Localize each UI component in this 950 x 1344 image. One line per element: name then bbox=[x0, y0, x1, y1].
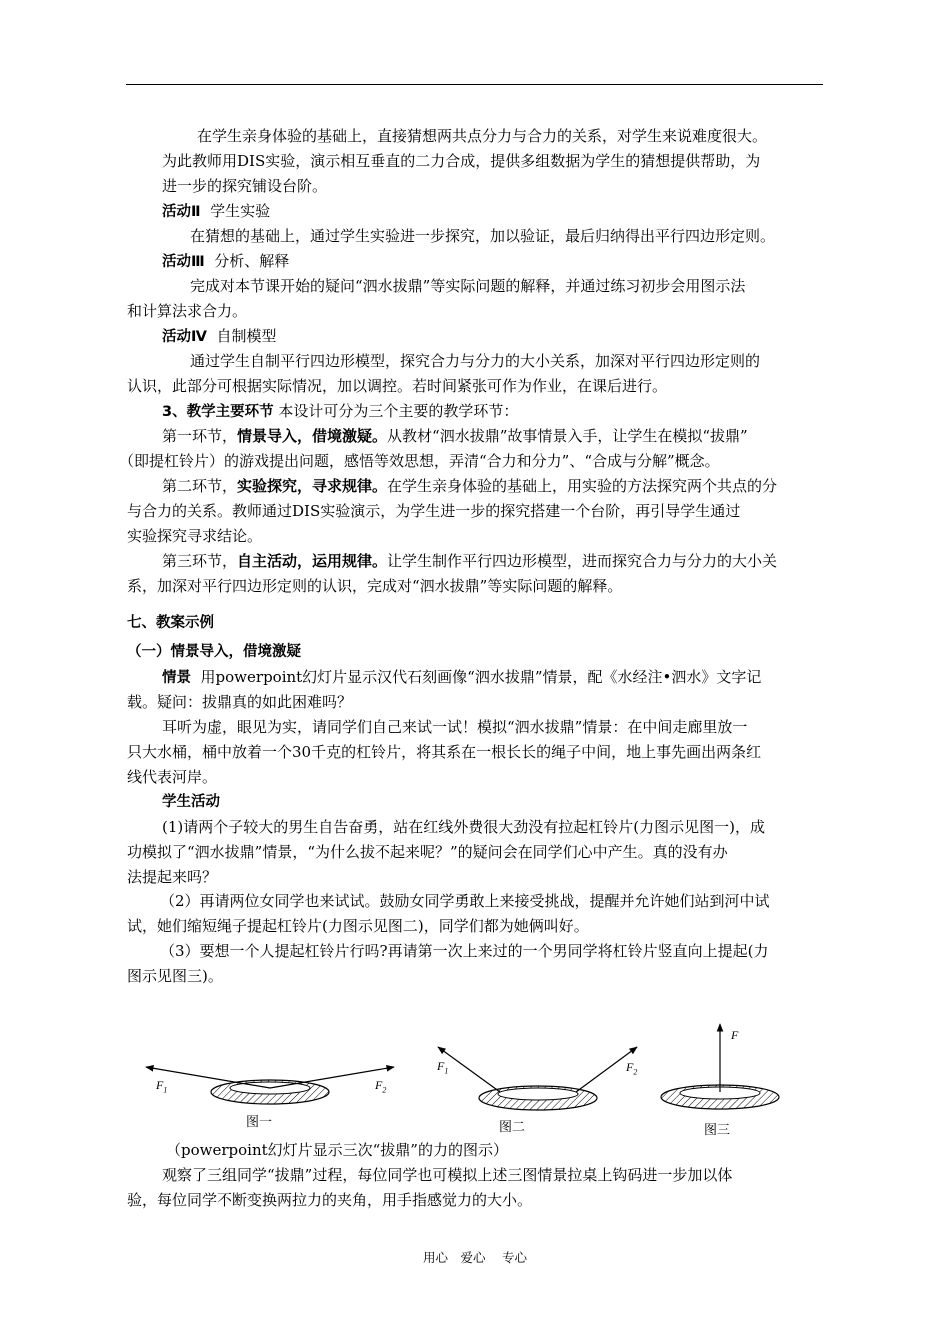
header-rule bbox=[126, 84, 823, 85]
activity-3-title: 活动Ⅲ bbox=[162, 254, 205, 270]
activity-3-text: 和计算法求合力。 bbox=[127, 302, 248, 320]
figure-1-label-f2: $F_2$ bbox=[375, 1078, 387, 1095]
figure-1-caption: 图一 bbox=[246, 1115, 273, 1130]
figure-2-label-f2: $F_2$ bbox=[626, 1060, 638, 1077]
step-3-bold: 自主活动，运用规律。 bbox=[237, 552, 388, 570]
page-footer: 用心 爱心 专心 bbox=[423, 1250, 527, 1265]
section-3-heading bbox=[162, 399, 518, 424]
section-3-intro: 本设计可分为三个主要的教学环节： bbox=[278, 402, 519, 420]
figure-2-diagram bbox=[438, 1047, 637, 1110]
activity-4-text: 通过学生自制平行四边形模型，探究合力与分力的大小关系，加深对平行四边形定则的 bbox=[190, 352, 761, 370]
paragraph-line: 进一步的探究铺设台阶。 bbox=[162, 177, 328, 195]
figure-3-caption: 图三 bbox=[704, 1123, 731, 1138]
step-1-bold: 情景导入，借境激疑。 bbox=[237, 427, 388, 445]
activity-3-heading bbox=[162, 249, 289, 274]
item-1-line: (1)请两个子较大的男生自告奋勇，站在红线外费很大劲没有拉起杠铃片(力图示见图一)，成 bbox=[162, 818, 765, 836]
step-1-text: 从教材“泗水拔鼎”故事情景入手，让学生在模拟“拔鼎” bbox=[387, 427, 748, 445]
step-3-line bbox=[162, 549, 777, 573]
figure-1-diagram bbox=[146, 1067, 394, 1104]
step-2-line3: 实验探究寻求结论。 bbox=[127, 527, 263, 545]
activity-4-heading bbox=[162, 324, 277, 349]
step-2-bold: 实验探究，寻求规律。 bbox=[237, 477, 388, 495]
activity-2-title: 活动Ⅱ bbox=[162, 204, 201, 220]
paragraph-line: 线代表河岸。 bbox=[127, 768, 218, 786]
figure-2-label-f1: $F_1$ bbox=[437, 1059, 449, 1076]
step-2-text: 在学生亲身体验的基础上，用实验的方法探究两个共点的分 bbox=[387, 477, 778, 495]
step-1-line2: （即提杠铃片）的游戏提出问题，感悟等效思想，弄清“合力和分力”、“合成与分解”概念。 bbox=[119, 452, 720, 470]
activity-4-text: 认识，此部分可根据实际情况，加以调控。若时间紧张可作为作业，在课后进行。 bbox=[127, 377, 668, 395]
figure-note: （powerpoint幻灯片显示三次“拔鼎”的力的图示） bbox=[166, 1141, 508, 1159]
scene-label: 情景 bbox=[162, 670, 191, 686]
activity-2-heading bbox=[162, 199, 270, 224]
closing-line: 观察了三组同学“拔鼎”过程，每位同学也可模拟上述三图情景拉桌上钩码进一步加以体 bbox=[162, 1166, 733, 1184]
figure-1-label-f1: $F_1$ bbox=[156, 1078, 168, 1095]
item-2-line: （2）再请两位女同学也来试试。鼓励女同学勇敢上来接受挑战，提醒并允许她们站到河中试 bbox=[160, 892, 770, 910]
paragraph-line: 在学生亲身体验的基础上，直接猜想两共点分力与合力的关系，对学生来说难度很大。 bbox=[197, 127, 768, 145]
step-2-line2: 与合力的关系。教师通过DIS实验演示，为学生进一步的探究搭建一个台阶，再引导学生通过 bbox=[127, 502, 741, 520]
item-2-line: 试，她们缩短绳子提起杠铃片(力图示见图二)，同学们都为她俩叫好。 bbox=[127, 917, 589, 935]
item-3-line: 图示见图三)。 bbox=[127, 967, 223, 985]
figure-2-caption: 图二 bbox=[499, 1120, 526, 1135]
scene-line bbox=[162, 665, 761, 690]
figure-3-diagram bbox=[661, 1024, 779, 1109]
barbell-plate-hole bbox=[498, 1088, 578, 1100]
step-1-lead: 第一环节， bbox=[162, 427, 238, 445]
scene-text: 用powerpoint幻灯片显示汉代石刻画像“泗水拔鼎”情景，配《水经注•泗水》文字记 bbox=[200, 668, 762, 686]
item-1-line: 法提起来吗？ bbox=[127, 868, 218, 886]
paragraph-line: 为此教师用DIS实验，演示相互垂直的二力合成，提供多组数据为学生的猜想提供帮助，为 bbox=[162, 152, 761, 170]
activity-2-text: 在猜想的基础上，通过学生实验进一步探究，加以验证，最后归纳得出平行四边形定则。 bbox=[190, 227, 776, 245]
step-3-line2: 系，加深对平行四边形定则的认识，完成对“泗水拔鼎”等实际问题的解释。 bbox=[127, 577, 623, 595]
paragraph-line: 耳听为虚，眼见为实，请同学们自己来试一试！模拟“泗水拔鼎”情景：在中间走廊里放一 bbox=[162, 718, 748, 736]
step-3-lead: 第三环节， bbox=[162, 552, 238, 570]
activity-4-name: 自制模型 bbox=[216, 327, 277, 345]
student-activity-heading: 学生活动 bbox=[162, 794, 220, 810]
subsection-1-heading: （一）情景导入，借境激疑 bbox=[127, 644, 301, 660]
step-3-text: 让学生制作平行四边形模型，进而探究合力与分力的大小关 bbox=[387, 552, 778, 570]
paragraph-line: 只大水桶，桶中放着一个30千克的杠铃片，将其系在一根长长的绳子中间，地上事先画出两条红 bbox=[127, 743, 762, 761]
step-1-line bbox=[162, 424, 748, 448]
section-7-heading: 七、教案示例 bbox=[127, 615, 214, 631]
activity-3-text: 完成对本节课开始的疑问“泗水拔鼎”等实际问题的解释，并通过练习初步会用图示法 bbox=[190, 277, 746, 295]
activity-3-name: 分析、解释 bbox=[214, 252, 290, 270]
closing-line: 验，每位同学不断变换两拉力的夹角，用手指感觉力的大小。 bbox=[127, 1191, 533, 1209]
step-2-lead: 第二环节， bbox=[162, 477, 238, 495]
item-3-line: （3）要想一个人提起杠铃片行吗?再请第一次上来过的一个男同学将杠铃片竖直向上提起(力 bbox=[160, 942, 769, 960]
activity-4-title: 活动Ⅳ bbox=[162, 329, 207, 345]
item-1-line: 功模拟了“泗水拔鼎”情景，“为什么拔不起来呢？”的疑问会在同学们心中产生。真的没有办 bbox=[127, 843, 728, 861]
step-2-line bbox=[162, 474, 777, 498]
activity-2-name: 学生实验 bbox=[210, 202, 271, 220]
scene-line2: 载。疑问：拔鼎真的如此困难吗？ bbox=[127, 693, 353, 711]
section-3-title: 3、教学主要环节 bbox=[162, 404, 274, 420]
figure-3-label-f: F bbox=[731, 1028, 739, 1042]
